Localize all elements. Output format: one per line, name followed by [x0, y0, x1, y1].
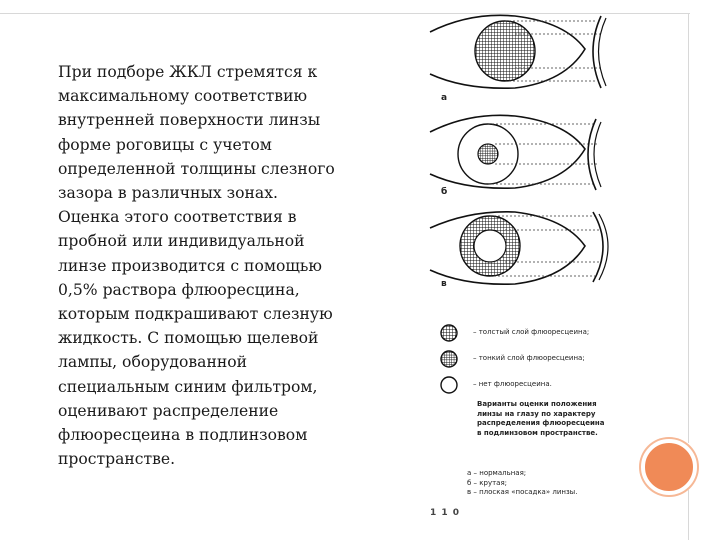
figure-caption — [477, 400, 604, 438]
caption-line: в подлинзовом пространстве. — [477, 428, 598, 437]
body-line: При подборе ЖКЛ стремятся к — [58, 63, 318, 81]
body-line: жидкость. С помощью щелевой — [58, 329, 319, 348]
legend-none-icon — [441, 377, 457, 393]
caption-line: линзы на глазу по характеру — [477, 409, 596, 418]
item-line: в – плоская «посадка» линзы. — [467, 488, 578, 496]
body-line: определенной толщины слезного — [58, 159, 335, 178]
body-line: пространстве. — [58, 450, 176, 469]
caption-line: Варианты оценки положения — [477, 400, 597, 408]
panel-label-a: а — [441, 93, 448, 103]
legend-thin-icon — [441, 351, 457, 367]
body-line: флюоресцеина в подлинзовом — [58, 426, 308, 445]
body-line: пробной или индивидуальной — [58, 232, 305, 251]
panel-c-eye — [430, 212, 608, 284]
body-line: линзе производится с помощью — [58, 256, 322, 275]
body-line: форме роговицы с учетом — [58, 135, 272, 154]
lens-fit-figure — [425, 14, 675, 534]
body-text — [58, 60, 388, 471]
legend-none-label: – нет флюоресцеина. — [473, 380, 552, 388]
legend-thick-icon — [441, 325, 457, 341]
body-line: зазора в различных зонах. — [58, 184, 278, 203]
frame-line-right — [688, 13, 689, 443]
legend-thin-label: – тонкий слой флюоресцеина; — [473, 354, 585, 362]
body-line: которым подкрашивают слезную — [58, 305, 333, 324]
body-line: максимальному соответствию — [58, 87, 308, 106]
body-line: оценивают распределение — [58, 401, 279, 420]
item-line: б – крутая; — [467, 478, 508, 487]
caption-line: распределения флюоресцеина — [477, 419, 605, 427]
legend-thick-label: – толстый слой флюоресцеина; — [473, 328, 590, 336]
panel-label-b: б — [441, 187, 448, 197]
body-line: Оценка этого соответствия в — [58, 208, 297, 227]
body-line: специальным синим фильтром, — [58, 377, 318, 396]
frame-line-right-lower — [688, 490, 689, 540]
body-line: внутренней поверхности линзы — [58, 111, 321, 130]
body-line: лампы, оборудованной — [58, 353, 248, 372]
item-line: а – нормальная; — [467, 469, 527, 477]
panel-a-eye — [430, 15, 606, 88]
body-line: 0,5% раствора флюоресцина, — [58, 280, 300, 299]
panel-label-c: в — [441, 279, 447, 289]
page-number: 1 1 0 — [430, 508, 461, 518]
figure-legend-items — [467, 469, 577, 498]
accent-circle — [641, 439, 697, 495]
panel-b-eye — [430, 115, 601, 190]
